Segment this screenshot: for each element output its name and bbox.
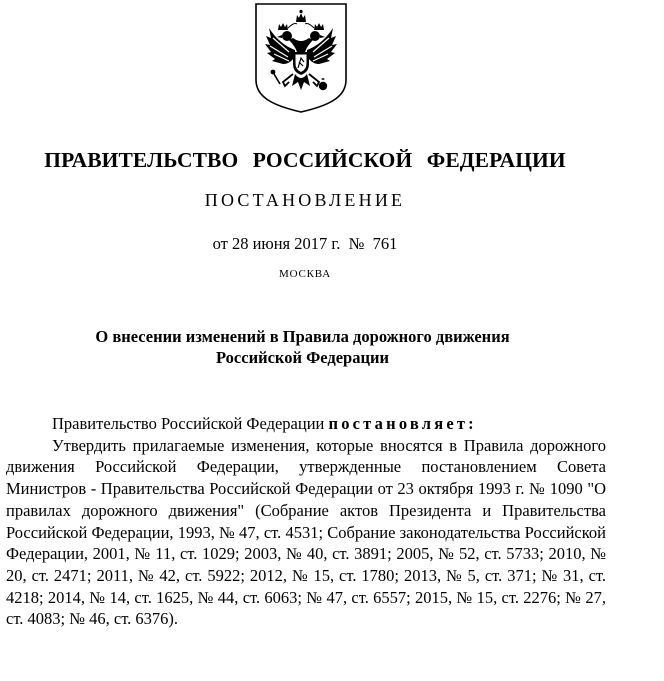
document-type: ПОСТАНОВЛЕНИЕ bbox=[204, 190, 406, 210]
document-body bbox=[6, 413, 606, 630]
subject-line-2: Российской Федерации bbox=[216, 348, 389, 367]
organization-title: ПРАВИТЕЛЬСТВО РОССИЙСКОЙ ФЕДЕРАЦИИ bbox=[44, 148, 566, 172]
issue-city: МОСКВА bbox=[279, 268, 331, 280]
document-subject bbox=[50, 326, 555, 368]
body-paragraph: Утвердить прилагаемые изменения, которые вносятся в Правила дорожного движения Российской Федерации, утвержденные постановлением Совета Министров - Правительства Российской Федерации от 23 октября 1993 г. № 1090 "О правилах дорожного движения" (Собрание актов Президента и Правительства Российской Федерации, 1993, № 47, ст. 4531; Собрание законодательства Российской Федерации, 2001, № 11, ст. 1029; 2003, № 40, ст. 3891; 2005, № 52, ст. 5733; 2010, № 20, ст. 2471; 2011, № 42, ст. 5922; 2012, № 15, ст. 1780; 2013, № 5, ст. 371; № 31, ст. 4218; 2014, № 14, ст. 1625, № 44, ст. 6063; № 47, ст. 6557; 2015, № 15, ст. 2276; № 27, ст. 4083; № 46, ст. 6376). bbox=[6, 435, 606, 629]
coat-of-arms-icon bbox=[253, 2, 349, 114]
document-date-number: от 28 июня 2017 г. № 761 bbox=[212, 234, 398, 253]
subject-line-1: О внесении изменений в Правила дорожного движения bbox=[95, 327, 510, 346]
intro-paragraph bbox=[6, 413, 606, 435]
intro-verb: постановляет: bbox=[328, 414, 477, 433]
intro-lead: Правительство Российской Федерации bbox=[52, 414, 329, 433]
